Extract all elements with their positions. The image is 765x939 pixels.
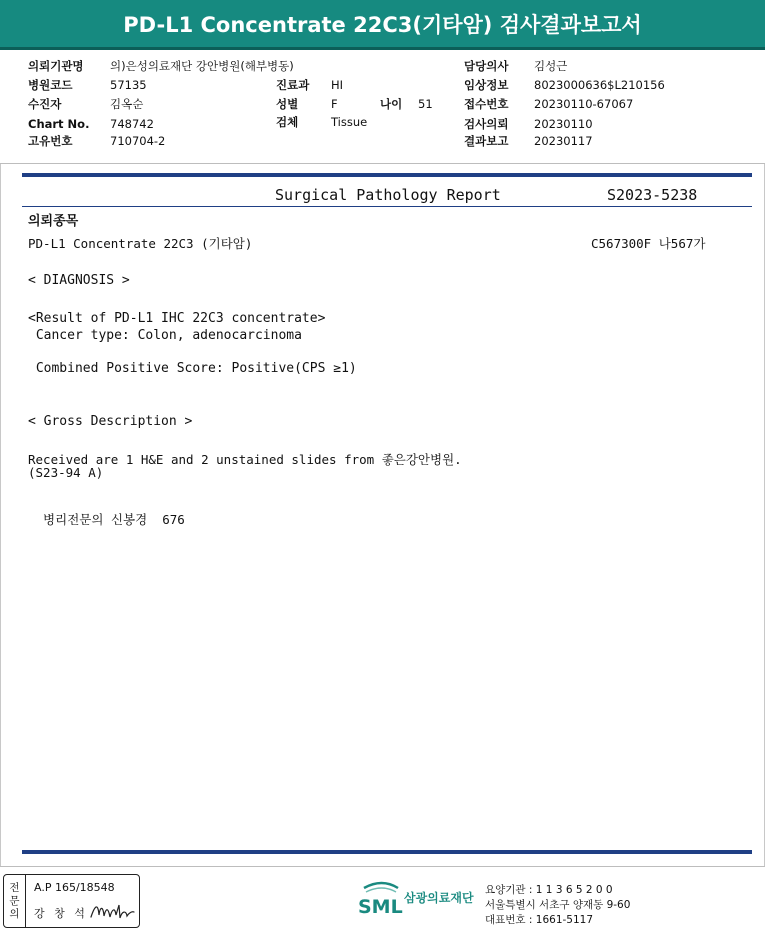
department-label: 진료과 <box>276 78 310 92</box>
report-number: S2023-5238 <box>607 186 698 204</box>
stamp-ap-number: A.P 165/18548 <box>34 881 115 894</box>
institution-name: 삼광의료재단 <box>404 891 474 905</box>
unique-no-label: 고유번호 <box>28 134 73 148</box>
clinical-info: 8023000636$L210156 <box>534 78 665 92</box>
gross-description-line1: Received are 1 H&E and 2 unstained slides from 좋은강안병원. <box>28 452 462 467</box>
pathologist-signature-line: 병리전문의 신봉경 676 <box>28 512 185 527</box>
chart-no-label: Chart No. <box>28 117 90 131</box>
diagnosis-heading: < DIAGNOSIS > <box>28 273 130 288</box>
patient-info-block <box>0 0 765 160</box>
specimen: Tissue <box>331 115 368 129</box>
patient-label: 수진자 <box>28 97 62 111</box>
pathologist-stamp <box>3 874 140 928</box>
sex-label: 성별 <box>276 97 299 111</box>
logo-mark-text: SML <box>358 896 403 918</box>
report-title-rule <box>22 206 752 207</box>
receipt-no: 20230110-67067 <box>534 97 634 111</box>
specimen-label: 검체 <box>276 115 299 129</box>
request-code: C567300F 나567가 <box>591 236 706 251</box>
age: 51 <box>418 97 433 111</box>
report-footer <box>0 866 765 939</box>
handwritten-signature-icon <box>89 899 135 923</box>
unique-no: 710704-2 <box>110 134 166 148</box>
clinical-info-label: 임상정보 <box>464 78 509 92</box>
request-item-label: 의뢰종목 <box>28 214 79 229</box>
requesting-institution-label: 의뢰기관명 <box>28 59 84 73</box>
cancer-type: Cancer type: Colon, adenocarcinoma <box>28 328 302 343</box>
result-heading: <Result of PD-L1 IHC 22C3 concentrate> <box>28 311 326 326</box>
test-request-label: 검사의뢰 <box>464 117 509 131</box>
result-report-label: 결과보고 <box>464 134 509 148</box>
sex: F <box>331 97 338 111</box>
age-label: 나이 <box>380 97 403 111</box>
stamp-name: 강 창 석 <box>34 907 88 920</box>
stamp-vertical-label: 전 문 의 <box>4 875 26 927</box>
doctor-label: 담당의사 <box>464 59 509 73</box>
result-report-date: 20230117 <box>534 134 593 148</box>
gross-description-heading: < Gross Description > <box>28 414 193 429</box>
institution-address: 서울특별시 서초구 양재동 9-60 <box>485 899 631 911</box>
patient-name: 김옥순 <box>110 97 144 111</box>
report-bottom-rule <box>22 850 752 854</box>
hospital-code: 57135 <box>110 78 147 92</box>
department: HI <box>331 78 344 92</box>
gross-description-line2: (S23-94 A) <box>28 465 104 480</box>
hospital-code-label: 병원코드 <box>28 78 73 92</box>
receipt-no-label: 접수번호 <box>464 97 509 111</box>
test-request-date: 20230110 <box>534 117 593 131</box>
doctor: 김성근 <box>534 59 568 73</box>
chart-no: 748742 <box>110 117 154 131</box>
combined-positive-score: Combined Positive Score: Positive(CPS ≥1) <box>28 361 357 376</box>
page-title: PD-L1 Concentrate 22C3(기타암) 검사결과보고서 <box>123 12 642 37</box>
report-type-title: Surgical Pathology Report <box>275 186 501 204</box>
care-institution-number: 요양기관 : 1 1 3 6 5 2 0 0 <box>485 884 613 896</box>
requesting-institution: 의)은성의료재단 강안병원(해부병동) <box>110 59 294 73</box>
institution-phone: 대표번호 : 1661-5117 <box>485 914 594 926</box>
request-item: PD-L1 Concentrate 22C3 (기타암) <box>28 236 253 251</box>
report-top-rule <box>22 173 752 177</box>
